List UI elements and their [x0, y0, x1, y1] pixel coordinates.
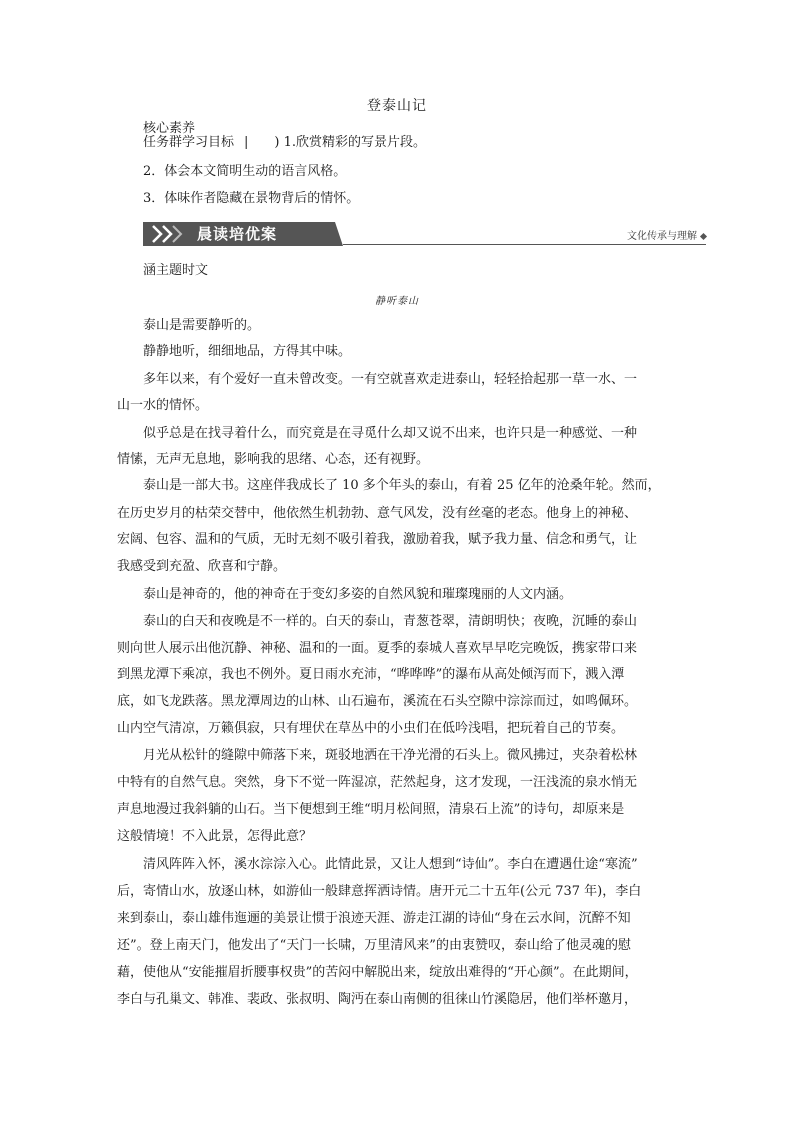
body-line: 藉，使他从“安能摧眉折腰事权贵”的苦闷中解脱出来，绽放出难得的“开心颜”。在此期间，: [117, 965, 638, 980]
body-line: 则向世人展示出他沉静、神秘、温和的一面。夏季的泰城人喜欢早早吃完晚饭，携家带口来: [117, 641, 638, 656]
section-banner: [143, 222, 706, 248]
body-line: 泰山是需要静听的。: [143, 318, 261, 333]
goal-item-2: 2．体会本文简明生动的语言风格。: [143, 164, 347, 179]
core-literacy-label: 核心素养: [143, 121, 196, 136]
body-line: 宏阔、包容、温和的气质，无时无刻不吸引着我，激励着我，赋予我力量、信念和勇气，让: [117, 532, 638, 547]
body-line: 这般情境！不入此景，怎得此意？: [117, 829, 313, 844]
body-line: 李白与孔巢文、韩准、裴政、张叔明、陶沔在泰山南侧的徂徕山竹溪隐居，他们举杯邀月，: [117, 992, 638, 1007]
body-line: 泰山是神奇的，他的神奇在于变幻多姿的自然风貌和璀璨瑰丽的人文内涵。: [143, 587, 573, 602]
body-line: 声息地漫过我斜躺的山石。当下便想到王维“明月松间照，清泉石上流”的诗句，却原来是: [117, 802, 625, 817]
bracket-close: ): [274, 135, 280, 150]
body-line: 还”。登上南天门，他发出了“天门一长啸，万里清风来”的由衷赞叹，泰山给了他灵魂的慰: [117, 938, 631, 953]
body-line: 山一水的情怀。: [117, 398, 209, 413]
body-line: 在历史岁月的枯荣交替中，他依然生机勃勃、意气风发，没有丝毫的老态。他身上的神秘、: [117, 506, 638, 521]
body-line: 到黑龙潭下乘凉，我也不例外。夏日雨水充沛，“哗哗哗”的瀑布从高处倾泻而下，溅入潭: [117, 667, 625, 682]
banner-right-text: 文化传承与理解: [627, 231, 697, 242]
task-goal-row: [143, 135, 426, 151]
body-line: 泰山是一部大书。这座伴我成长了 10 多个年头的泰山，有着 25 亿年的沧桑年轮。然而，: [143, 478, 661, 493]
diamond-icon: [700, 232, 707, 239]
body-line: 底，如飞龙跌落。黑龙潭周边的山林、山石遍布，溪流在石头空隙中淙淙而过，如鸣佩环。: [117, 694, 638, 709]
section-label: 涵主题时文: [143, 263, 209, 278]
body-line: 山内空气清凉，万籁俱寂，只有埋伏在草丛中的小虫们在低吟浅唱，把玩着自己的节奏。: [117, 721, 625, 736]
goal-item-3: 3．体味作者隐藏在景物背后的情怀。: [143, 191, 360, 206]
body-line: 我感受到充盈、欣喜和宁静。: [117, 559, 287, 574]
body-line: 清风阵阵入怀，溪水淙淙入心。此情此景，又让人想到“诗仙”。李白在遭遇仕途“寒流”: [143, 857, 638, 872]
body-line: 情愫，无声无息地，影响我的思绪、心态，还有视野。: [117, 452, 430, 467]
body-line: 似乎总是在找寻着什么，而究竟是在寻觅什么却又说不出来，也许只是一种感觉、一种: [143, 426, 638, 441]
body-line: 后，寄情山水，放逐山林，如游仙一般肆意挥洒诗情。唐开元二十五年(公元 737 年)，李白: [117, 884, 642, 899]
body-line: 来到泰山，泰山雄伟迤逦的美景让惯于浪迹天涯、游走江湖的诗仙“身在云水间，沉醉不知: [117, 911, 631, 926]
task-group-label: 任务群学习目标: [143, 135, 235, 150]
bracket-open: |: [244, 135, 249, 150]
body-line: 中特有的自然气息。突然，身下不觉一阵湿凉，茫然起身，这才发现，一汪浅流的泉水悄无: [117, 775, 638, 790]
body-line: 月光从松针的缝隙中筛落下来，斑驳地洒在干净光滑的石头上。微风拂过，夹杂着松林: [143, 748, 638, 763]
chevron-right-icon: [149, 224, 189, 244]
page-title: 登泰山记: [367, 98, 427, 114]
banner-title: 晨读培优案: [197, 225, 278, 243]
body-line: 静静地听，细细地品，方得其中味。: [143, 344, 352, 359]
body-line: 多年以来，有个爱好一直未曾改变。一有空就喜欢走进泰山，轻轻拾起那一草一水、一: [143, 372, 638, 387]
goal-item-1: 1.欣赏精彩的写景片段。: [283, 135, 427, 150]
body-line: 泰山的白天和夜晚是不一样的。白天的泰山，青葱苍翠，清朗明快；夜晚，沉睡的泰山: [143, 614, 638, 629]
article-title: 静听泰山: [375, 296, 419, 307]
banner-divider: [343, 244, 706, 245]
banner-right-label: [627, 231, 706, 243]
